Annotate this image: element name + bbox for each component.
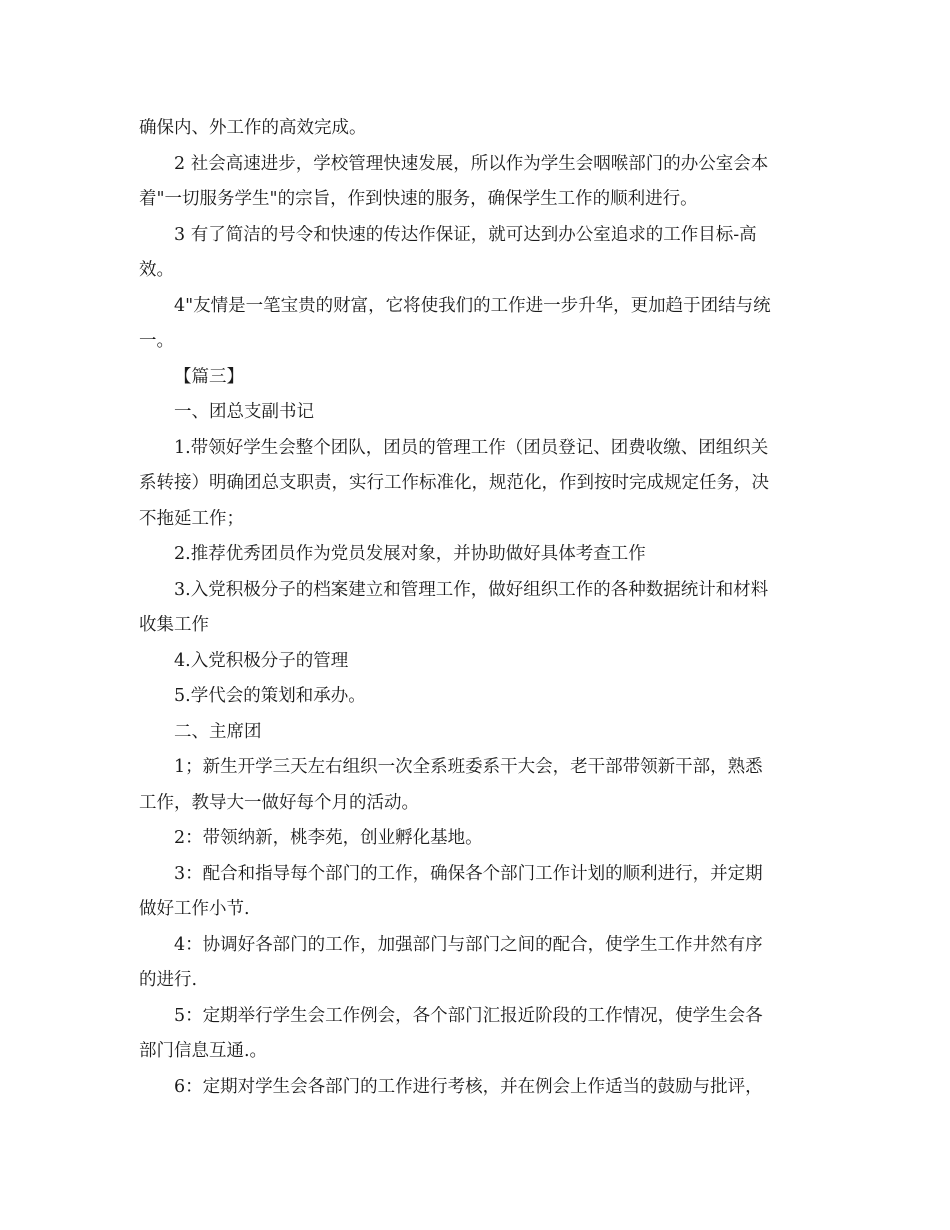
- paragraph-start-line: 6：定期对学生会各部门的工作进行考核，并在例会上作适当的鼓励与批评，: [174, 1077, 763, 1097]
- text-line: 系转接）明确团总支职责，实行工作标准化，规范化，作到按时完成规定任务，决: [139, 473, 769, 493]
- text-line: 效。: [139, 260, 174, 280]
- subsection-heading: 二、主席团: [174, 722, 262, 742]
- text-line: 的进行.: [139, 970, 198, 990]
- paragraph-start-line: 3：配合和指导每个部门的工作，确保各个部门工作计划的顺利进行，并定期: [174, 864, 763, 884]
- paragraph-start-line: 4"友情是一笔宝贵的财富，它将使我们的工作进一步升华，更加趋于团结与统: [174, 296, 771, 316]
- text-line: 部门信息互通.。: [139, 1041, 268, 1061]
- paragraph-start-line: 4：协调好各部门的工作，加强部门与部门之间的配合，使学生工作井然有序: [174, 935, 763, 955]
- section-heading: 【篇三】: [174, 367, 244, 387]
- paragraph-start-line: 3.入党积极分子的档案建立和管理工作，做好组织工作的各种数据统计和材料: [174, 580, 769, 600]
- text-line: 收集工作: [139, 615, 209, 635]
- paragraph-start-line: 3 有了简洁的号令和快速的传达作保证，就可达到办公室追求的工作目标-高: [174, 225, 757, 245]
- text-line: 着"一切服务学生"的宗旨，作到快速的服务，确保学生工作的顺利进行。: [139, 189, 698, 209]
- paragraph-start-line: 5.学代会的策划和承办。: [174, 686, 366, 706]
- subsection-heading: 一、团总支副书记: [174, 402, 314, 422]
- paragraph-start-line: 4.入党积极分子的管理: [174, 651, 349, 671]
- paragraph-start-line: 2 社会高速进步，学校管理快速发展，所以作为学生会咽喉部门的办公室会本: [174, 154, 769, 174]
- paragraph-start-line: 5：定期举行学生会工作例会，各个部门汇报近阶段的工作情况，使学生会各: [174, 1006, 763, 1026]
- text-line: 做好工作小节.: [139, 899, 250, 919]
- paragraph-start-line: 1.带领好学生会整个团队，团员的管理工作（团员登记、团费收缴、团组织关: [174, 438, 769, 458]
- paragraph-start-line: 2.推荐优秀团员作为党员发展对象，并协助做好具体考查工作: [174, 544, 646, 564]
- text-line: 一。: [139, 331, 174, 351]
- text-line: 工作，教导大一做好每个月的活动。: [139, 793, 419, 813]
- text-line: 不拖延工作；: [139, 509, 244, 529]
- paragraph-start-line: 2：带领纳新，桃李苑，创业孵化基地。: [174, 828, 483, 848]
- text-line: 确保内、外工作的高效完成。: [139, 118, 367, 138]
- paragraph-start-line: 1；新生开学三天左右组织一次全系班委系干大会，老干部带领新干部，熟悉: [174, 757, 763, 777]
